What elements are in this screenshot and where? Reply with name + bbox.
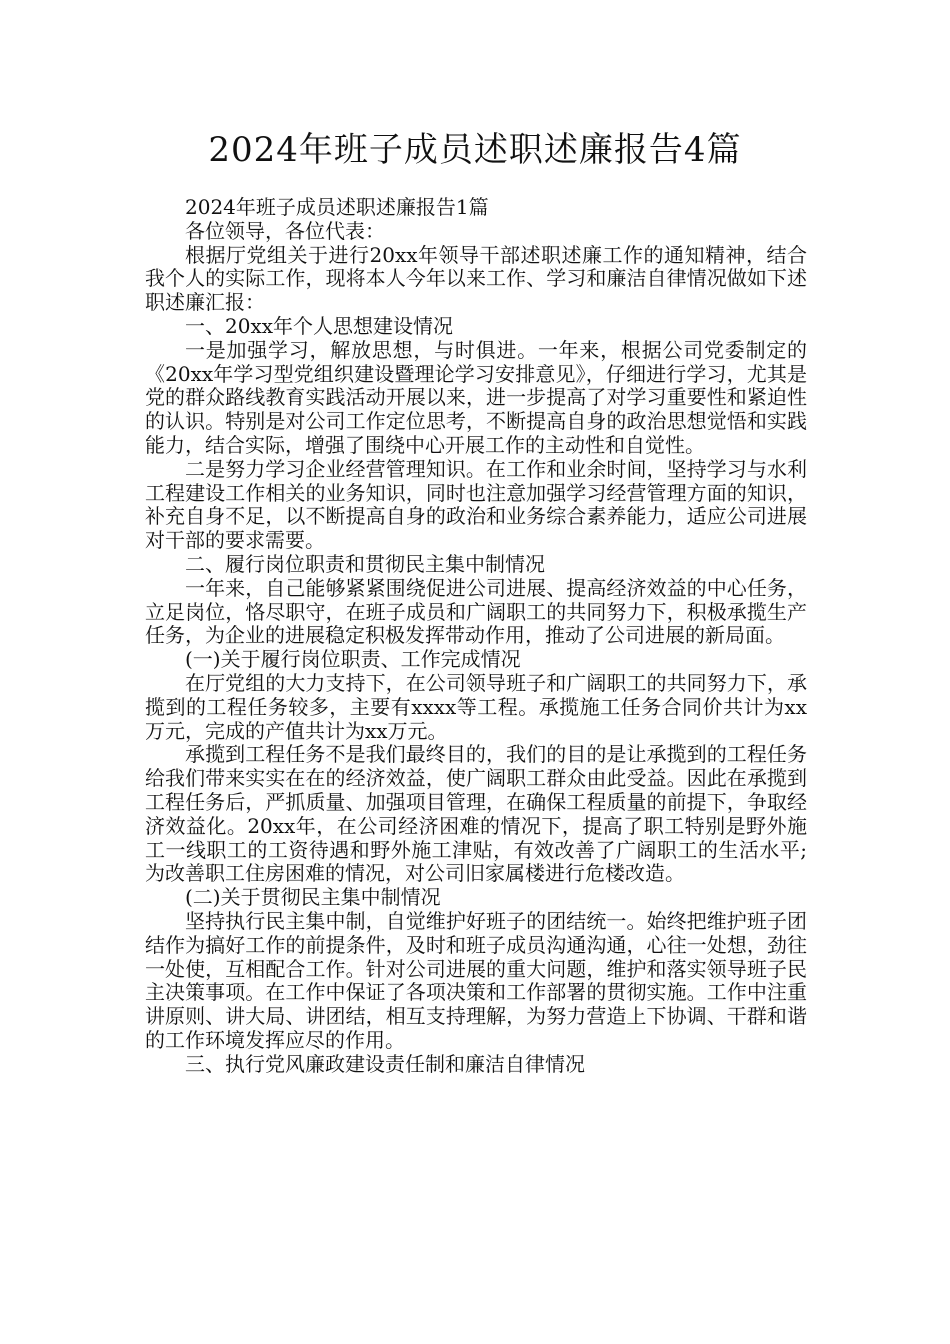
paragraph-salutation: 各位领导，各位代表： [185,218,385,243]
paragraph: 二是努力学习企业经营管理知识。在工作和业余时间，坚持学习与水利工程建设工作相关的业务知识，同时也注意加强学习经营管理方面的知识，补充自身不足，以不断提高自身的政治和业务综合素养能力，适应公司进展对干部的要求需要。 [145,456,807,553]
section-heading-2: 二、履行岗位职责和贯彻民主集中制情况 [185,551,545,576]
section-heading-3: 三、执行党风廉政建设责任制和廉洁自律情况 [185,1051,585,1076]
paragraph-subtitle: 2024年班子成员述职述廉报告1篇 [185,195,489,219]
paragraph-intro: 根据厅党组关于进行20xx年领导干部述职述廉工作的通知精神，结合我个人的实际工作，现将本人今年以来工作、学习和廉洁自律情况做如下述职述廉汇报： [145,242,807,315]
section-heading-1: 一、20xx年个人思想建设情况 [185,313,454,338]
subsection-heading-1: (一)关于履行岗位职责、工作完成情况 [185,647,521,672]
paragraph: 一年来，自己能够紧紧围绕促进公司进展、提高经济效益的中心任务，立足岗位，恪尽职守，在班子成员和广阔职工的共同努力下，积极承揽生产任务，为企业的进展稳定积极发挥带动作用，推动了公司进展的新局面。 [145,575,807,648]
paragraph: 在厅党组的大力支持下，在公司领导班子和广阔职工的共同努力下，承揽到的工程任务较多，主要有xxxx等工程。承揽施工任务合同价共计为xx万元，完成的产值共计为xx万元。 [145,670,807,743]
document-title: 2024年班子成员述职述廉报告4篇 [208,130,742,170]
paragraph: 一是加强学习，解放思想，与时俱进。一年来，根据公司党委制定的《20xx年学习型党组织建设暨理论学习安排意见》，仔细进行学习，尤其是党的群众路线教育实践活动开展以来，进一步提高了对学习重要性和紧迫性的认识。特别是对公司工作定位思考，不断提高自身的政治思想觉悟和实践能力，结合实际，增强了围绕中心开展工作的主动性和自觉性。 [145,337,807,457]
document-body [145,196,807,1076]
paragraph: 承揽到工程任务不是我们最终目的，我们的目的是让承揽到的工程任务给我们带来实实在在的经济效益，使广阔职工群众由此受益。因此在承揽到工程任务后，严抓质量、加强项目管理，在确保工程质量的前提下，争取经济效益化。20xx年，在公司经济困难的情况下，提高了职工特别是野外施工一线职工的工资待遇和野外施工津贴，有效改善了广阔职工的生活水平;为改善职工住房困难的情况，对公司旧家属楼进行危楼改造。 [145,742,807,886]
paragraph: 坚持执行民主集中制，自觉维护好班子的团结统一。始终把维护班子团结作为搞好工作的前提条件，及时和班子成员沟通沟通，心往一处想，劲往一处使，互相配合工作。针对公司进展的重大问题，维护和落实领导班子民主决策事项。在工作中保证了各项决策和工作部署的贯彻实施。工作中注重讲原则、讲大局、讲团结，相互支持理解，为努力营造上下协调、干群和谐的工作环境发挥应尽的作用。 [145,908,807,1052]
subsection-heading-2: (二)关于贯彻民主集中制情况 [185,885,441,910]
